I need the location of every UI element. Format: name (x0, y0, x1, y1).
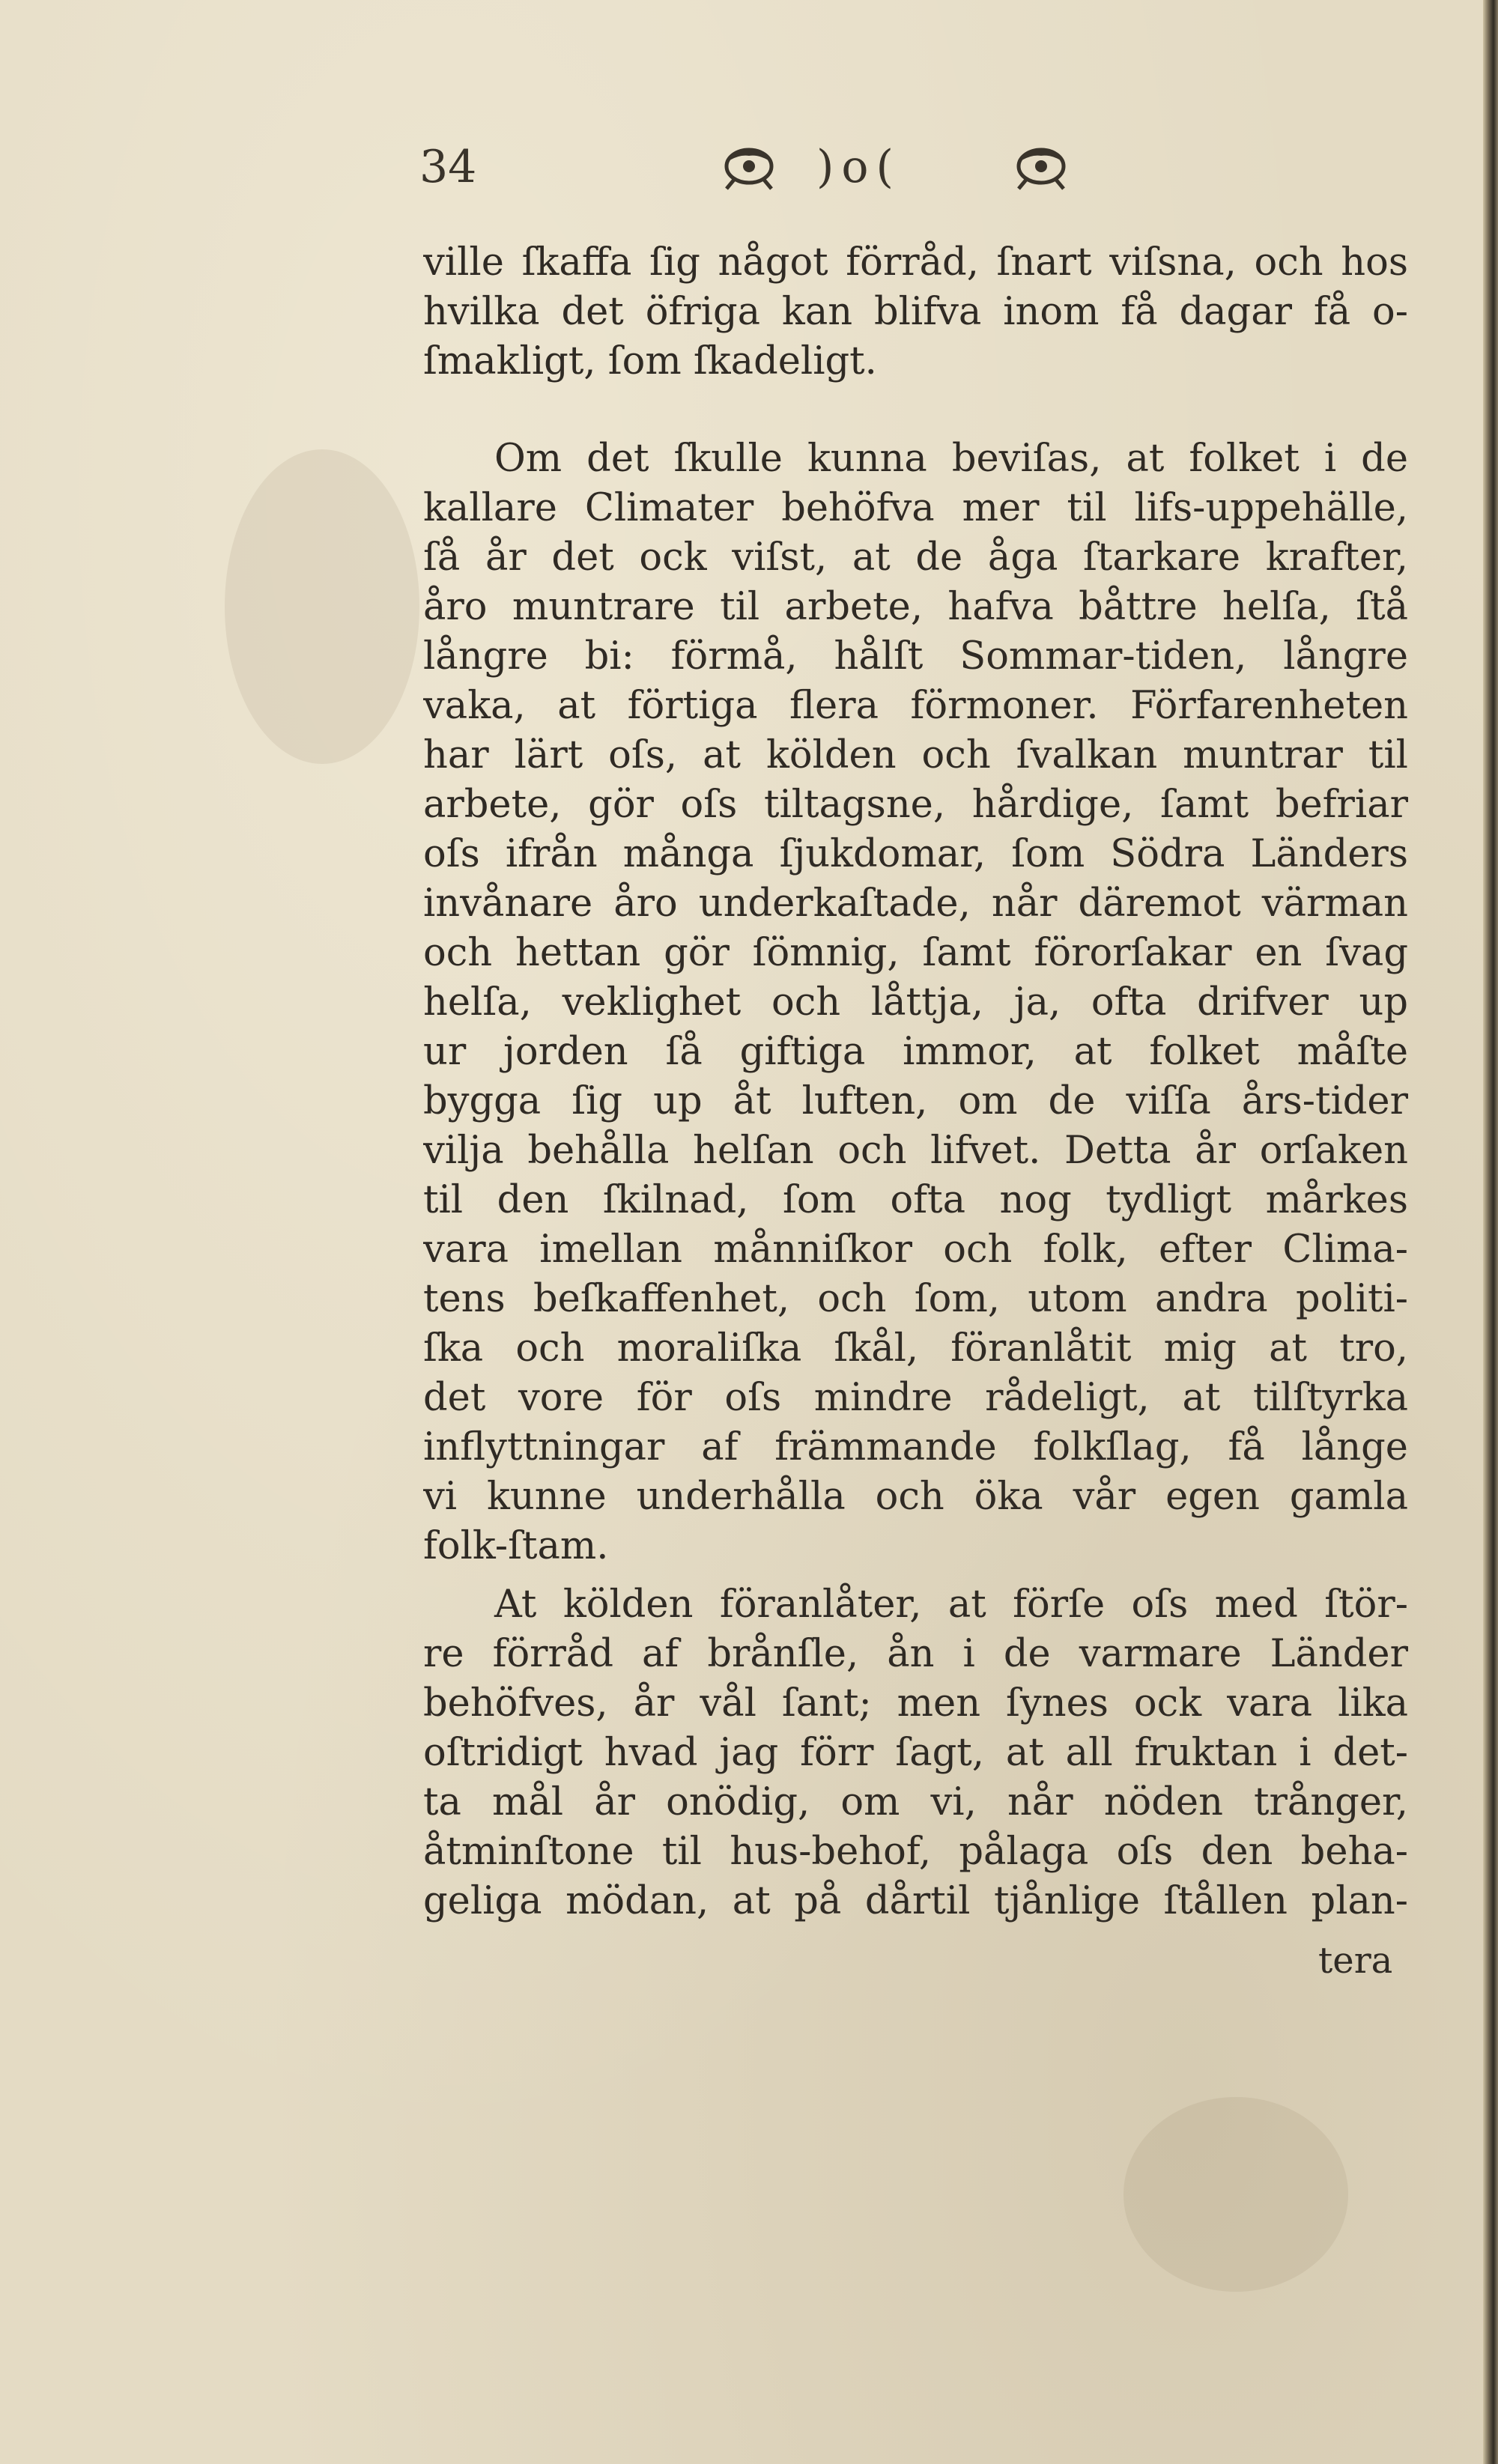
text-line: ſå år det ock viſst, at de åga ſtarkare krafter, (423, 535, 1408, 580)
header-mark: )o( (816, 141, 901, 193)
text-line: folk-ſtam. (423, 1524, 609, 1568)
page-number: 34 (419, 141, 477, 193)
fleuron-ornament-icon (719, 138, 779, 190)
page-header (419, 127, 1138, 210)
text-line: At kölden föranlåter, at förſe oſs med ſtör- (494, 1583, 1408, 1627)
paper-stain (225, 449, 419, 764)
text-line: ſka och moraliſka ſkål, föranlåtit mig at tro, (423, 1326, 1408, 1371)
text-line: ta mål år onödig, om vi, når nöden trånger, (423, 1780, 1408, 1824)
text-line: geliga mödan, at på dårtil tjånlige ſtållen plan- (423, 1879, 1408, 1923)
text-line: hvilka det öfriga kan blifva inom få dagar få o- (423, 290, 1408, 334)
text-line: vi kunne underhålla och öka vår egen gamla (423, 1475, 1408, 1519)
text-line: Om det ſkulle kunna beviſas, at folket i de (494, 437, 1408, 481)
text-line: vaka, at förtiga flera förmoner. Förfarenheten (423, 684, 1408, 728)
text-line: oſs ifrån många ſjukdomar, ſom Södra Länders (423, 832, 1408, 876)
text-line: behöfves, år vål ſant; men ſynes ock vara lika (423, 1681, 1408, 1726)
book-gutter-edge (1483, 0, 1498, 2464)
text-line: vara imellan månniſkor och folk, efter Clima- (423, 1228, 1408, 1272)
text-line: ville ſkaffa ſig något förråd, ſnart viſsna, och hos (423, 240, 1408, 285)
text-line: oſtridigt hvad jag förr ſagt, at all fruktan i det- (423, 1731, 1408, 1775)
text-line: långre bi: förmå, hålſt Sommar-tiden, långre (423, 634, 1408, 679)
text-line: och hettan gör ſömnig, ſamt förorſakar en ſvag (423, 931, 1408, 975)
text-line: bygga ſig up åt luften, om de viſſa års-tider (423, 1079, 1408, 1123)
text-line: re förråd af brånſle, ån i de varmare Länder (423, 1632, 1408, 1676)
text-line: til den ſkilnad, ſom ofta nog tydligt mårkes (423, 1178, 1408, 1222)
text-line: helſa, veklighet och låttja, ja, ofta drifver up (423, 980, 1408, 1025)
text-line: vilja behålla helſan och lifvet. Detta år orſaken (423, 1129, 1408, 1173)
text-line: har lärt oſs, at kölden och ſvalkan muntrar til (423, 733, 1408, 777)
fleuron-ornament-icon (1011, 138, 1071, 190)
text-line: tens beſkaffenhet, och ſom, utom andra politi- (423, 1277, 1408, 1321)
text-line: inflyttningar af främmande folkſlag, få långe (423, 1425, 1408, 1469)
text-line: ſmakligt, ſom ſkadeligt. (423, 339, 877, 383)
text-line: det vore för oſs mindre rådeligt, at tilſtyrka (423, 1376, 1408, 1420)
paragraph-1 (423, 238, 1408, 386)
catchword: tera (1318, 1940, 1393, 1982)
paragraph-2 (423, 434, 1408, 1571)
paragraph-3 (423, 1580, 1408, 1926)
text-line: invånare åro underkaſtade, når däremot värman (423, 881, 1408, 926)
text-line: arbete, gör oſs tiltagsne, hårdige, ſamt befriar (423, 783, 1408, 827)
text-line: åro muntrare til arbete, hafva båttre helſa, ſtå (423, 585, 1408, 629)
text-line: kallare Climater behöfva mer til lifs-uppehälle, (423, 486, 1408, 530)
text-line: åtminſtone til hus-behof, pålaga oſs den beha- (423, 1830, 1408, 1874)
paper-stain (1124, 2097, 1348, 2292)
text-line: ur jorden ſå giftiga immor, at folket måſte (423, 1030, 1408, 1074)
